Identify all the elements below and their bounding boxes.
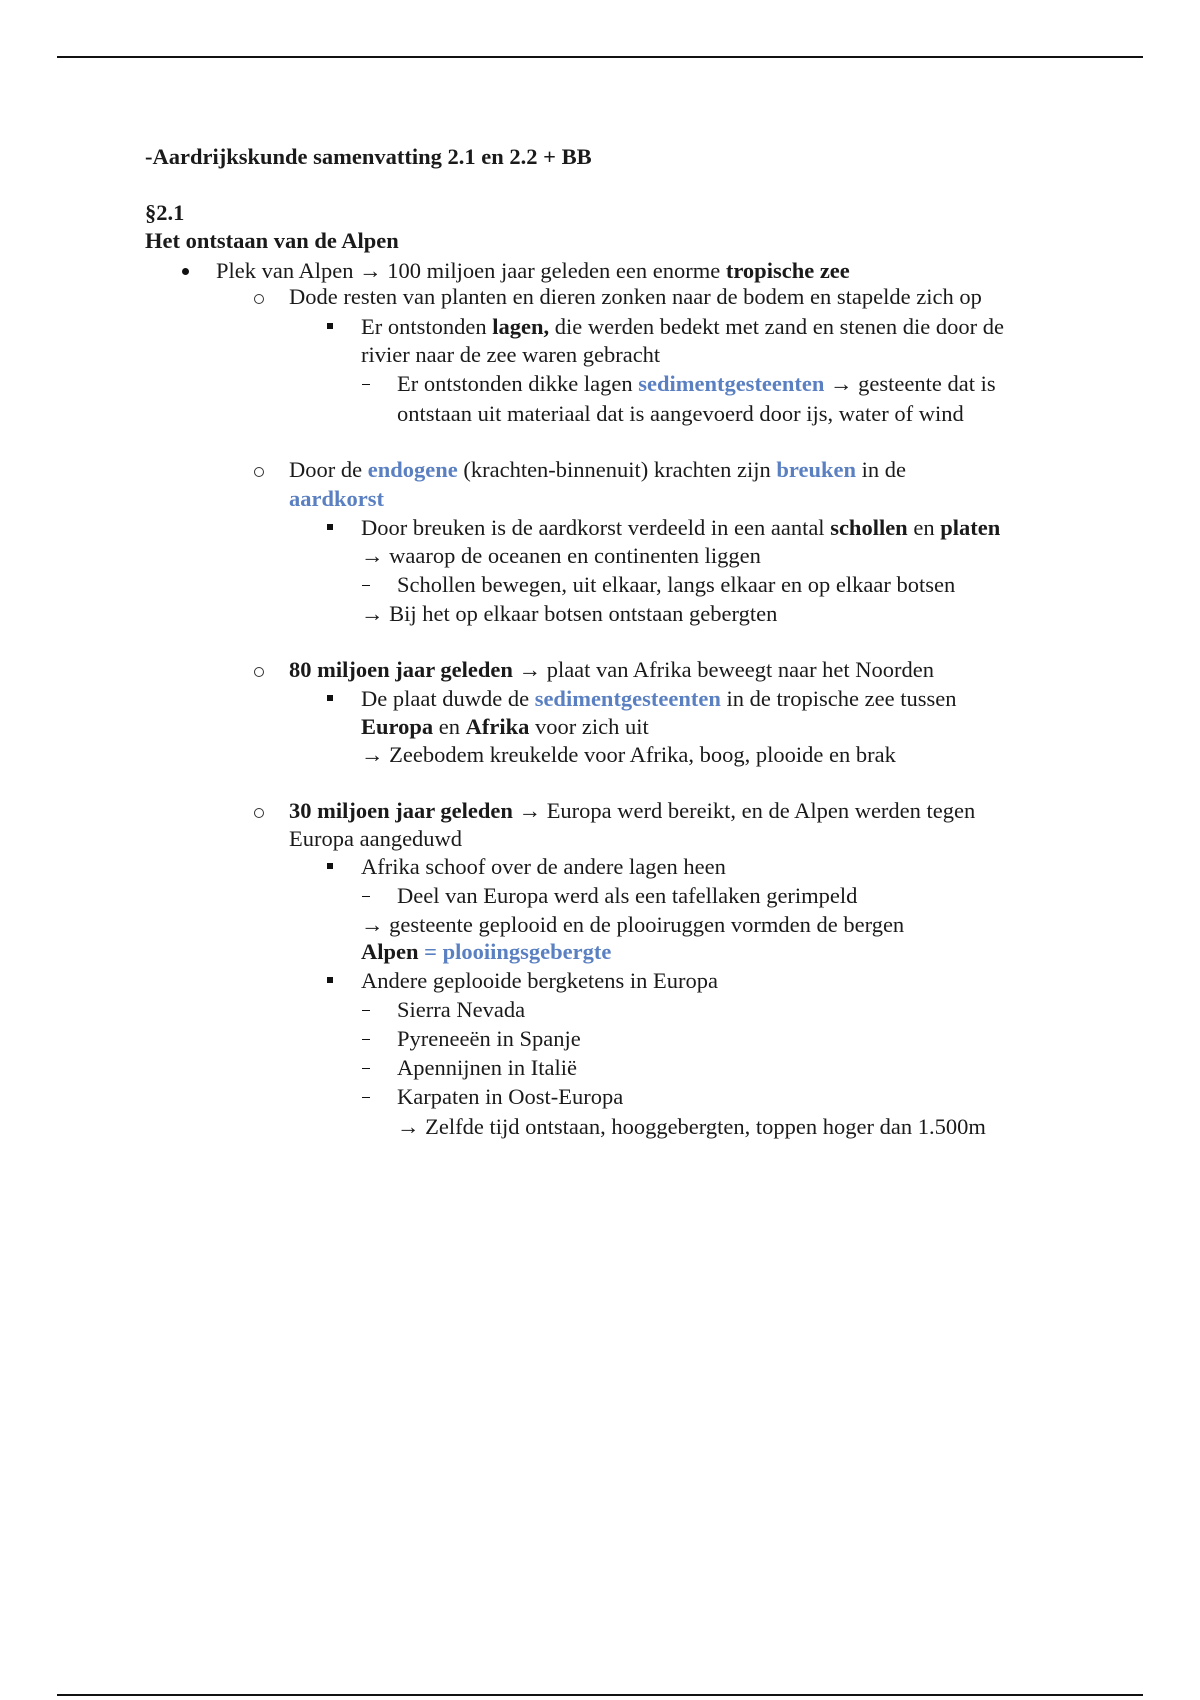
bullet-dash	[362, 896, 370, 897]
list-item-continuation: → Zeebodem kreukelde voor Afrika, boog, plooide en brak	[361, 742, 896, 767]
list-item: Apennijnen in Italië	[397, 1055, 577, 1080]
bullet-circle	[254, 808, 264, 818]
list-item: Afrika schoof over de andere lagen heen	[361, 854, 726, 879]
section-heading: Het ontstaan van de Alpen	[145, 228, 399, 253]
arrow-icon: →	[361, 601, 384, 626]
bullet-disc	[182, 268, 189, 275]
list-item: 30 miljoen jaar geleden → Europa werd bereikt, en de Alpen werden tegen	[289, 798, 976, 823]
page-bottom-rule	[57, 1694, 1143, 1696]
list-item-continuation: Europa aangeduwd	[289, 826, 463, 851]
arrow-icon: →	[361, 742, 384, 767]
list-item-continuation: ontstaan uit materiaal dat is aangevoerd door ijs, water of wind	[397, 401, 964, 426]
arrow-icon: →	[518, 798, 542, 823]
list-item-continuation: Europa en Afrika voor zich uit	[361, 714, 649, 739]
list-item: Sierra Nevada	[397, 997, 526, 1022]
list-item: De plaat duwde de sedimentgesteenten in de tropische zee tussen	[361, 686, 957, 711]
list-item: 80 miljoen jaar geleden → plaat van Afrika beweegt naar het Noorden	[289, 657, 935, 682]
list-item-continuation: rivier naar de zee waren gebracht	[361, 342, 661, 367]
bullet-circle	[254, 294, 264, 304]
arrow-icon: →	[361, 912, 384, 937]
bullet-dash	[362, 1010, 370, 1011]
list-item-continuation: → gesteente geplooid en de plooiruggen vormden de bergen	[361, 912, 905, 937]
list-item: Schollen bewegen, uit elkaar, langs elkaar en op elkaar botsen	[397, 572, 956, 597]
bullet-square	[327, 695, 333, 701]
arrow-icon: →	[518, 657, 542, 682]
list-item-continuation: Alpen = plooiingsgebergte	[361, 939, 612, 964]
arrow-icon: →	[359, 258, 382, 283]
bullet-square	[327, 524, 333, 530]
bullet-square	[327, 323, 333, 329]
list-item: Andere geplooide bergketens in Europa	[361, 968, 718, 993]
bullet-dash	[362, 1039, 370, 1040]
list-item: Deel van Europa werd als een tafellaken gerimpeld	[397, 883, 858, 908]
list-item-continuation: → Bij het op elkaar botsen ontstaan gebergten	[361, 601, 778, 626]
arrow-icon: →	[361, 543, 384, 568]
bullet-circle	[254, 667, 264, 677]
arrow-icon: →	[830, 371, 853, 396]
bullet-dash	[362, 384, 370, 385]
page-top-rule	[57, 56, 1143, 58]
bullet-square	[327, 863, 333, 869]
bullet-circle	[254, 467, 264, 477]
section-number: §2.1	[145, 200, 185, 225]
list-item: Door de endogene (krachten-binnenuit) krachten zijn breuken in de	[289, 457, 906, 482]
list-item: Karpaten in Oost-Europa	[397, 1084, 624, 1109]
bullet-dash	[362, 585, 370, 586]
arrow-icon: →	[397, 1114, 420, 1139]
list-item-continuation: → Zelfde tijd ontstaan, hooggebergten, toppen hoger dan 1.500m	[397, 1114, 986, 1139]
list-item: Er ontstonden dikke lagen sedimentgesteenten → gesteente dat is	[397, 371, 996, 396]
list-item: Dode resten van planten en dieren zonken naar de bodem en stapelde zich op	[289, 284, 982, 309]
bullet-square	[327, 977, 333, 983]
list-item: Plek van Alpen → 100 miljoen jaar geleden een enorme tropische zee	[216, 258, 850, 283]
bullet-dash	[362, 1068, 370, 1069]
list-item: Pyreneeën in Spanje	[397, 1026, 581, 1051]
list-item: Door breuken is de aardkorst verdeeld in een aantal schollen en platen	[361, 515, 1001, 540]
bullet-dash	[362, 1097, 370, 1098]
document-title: -Aardrijkskunde samenvatting 2.1 en 2.2 + BB	[145, 144, 592, 169]
list-item-continuation: → waarop de oceanen en continenten liggen	[361, 543, 761, 568]
list-item: Er ontstonden lagen, die werden bedekt met zand en stenen die door de	[361, 314, 1004, 339]
list-item-continuation: aardkorst	[289, 486, 384, 511]
